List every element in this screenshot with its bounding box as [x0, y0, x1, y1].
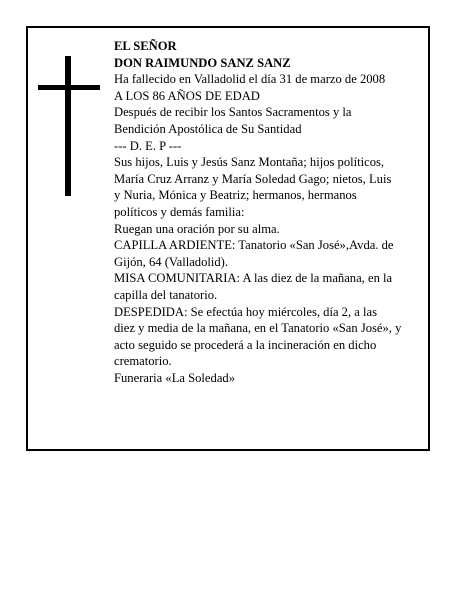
deceased-name: DON RAIMUNDO SANZ SANZ	[114, 55, 291, 70]
age-line: A LOS 86 AÑOS DE EDAD	[114, 88, 260, 103]
sacraments-line-2: Bendición Apostólica de Su Santidad	[114, 121, 302, 136]
obituary-text	[114, 38, 434, 386]
farewell-line-1: DESPEDIDA: Se efectúa hoy miércoles, día 2, a las	[114, 304, 377, 319]
death-date-line: Ha fallecido en Valladolid el día 31 de marzo de 2008	[114, 72, 386, 87]
mass-line-1: MISA COMUNITARIA: A las diez de la mañana, en la	[114, 271, 393, 286]
farewell-line-3: acto seguido se procederá a la incineración en dicho	[114, 337, 377, 352]
prayer-line: Ruegan una oración por su alma.	[114, 221, 280, 236]
sacraments-line-1: Después de recibir los Santos Sacramentos y la	[114, 105, 352, 120]
family-line-3: y Nuria, Mónica y Beatriz; hermanos, hermanos	[114, 188, 357, 203]
chapel-line-1: CAPILLA ARDIENTE: Tanatorio «San José»,Avda. de	[114, 238, 394, 253]
mass-line-2: capilla del tanatorio.	[114, 287, 218, 302]
family-line-1: Sus hijos, Luis y Jesús Sanz Montaña; hijos políticos,	[114, 155, 385, 170]
farewell-line-4: crematorio.	[114, 354, 172, 369]
cross-vertical-bar	[65, 56, 71, 196]
family-line-4: políticos y demás familia:	[114, 204, 245, 219]
funeral-home-line: Funeraria «La Soledad»	[114, 370, 235, 385]
cross-horizontal-bar	[38, 85, 100, 90]
deceased-title: EL SEÑOR	[114, 39, 177, 53]
family-line-2: María Cruz Arranz y María Soledad Gago; nietos, Luis	[114, 171, 392, 186]
chapel-line-2: Gijón, 64 (Valladolid).	[114, 254, 229, 269]
cross-icon	[38, 56, 100, 196]
dep-line: --- D. E. P ---	[114, 138, 182, 153]
farewell-line-2: diez y media de la mañana, en el Tanatorio «San José», y	[114, 321, 402, 336]
